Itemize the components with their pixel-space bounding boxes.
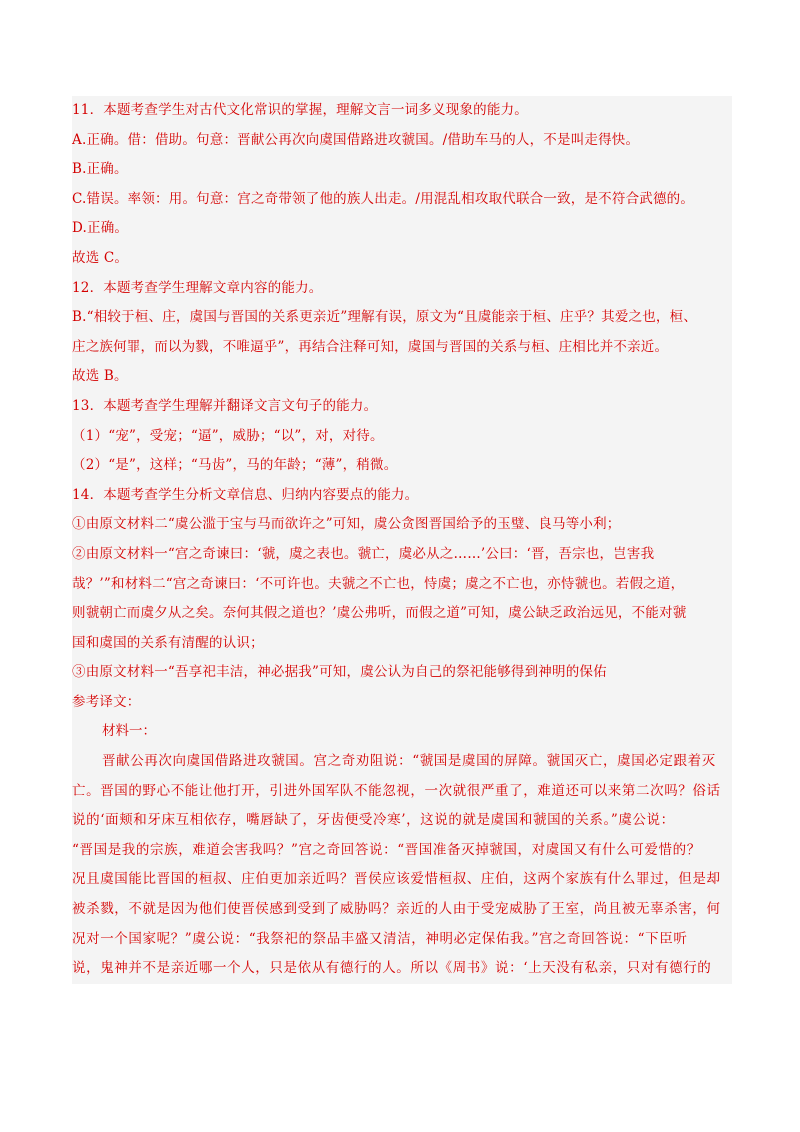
text-line: A.正确。借：借助。句意：晋献公再次向虞国借路进攻虢国。/借助车马的人，不是叫走得快。 (72, 131, 640, 148)
text-line: 13．本题考查学生理解并翻译文言文句子的能力。 (72, 397, 378, 414)
translation-line: 被杀戮，不就是因为他们使晋侯感到受到了威胁吗？亲近的人由于受宠威胁了王室，尚且被无辜杀害，何 (72, 901, 721, 918)
text-line: ①由原文材料二“虞公滥于宝与马而欲许之”可知，虞公贪图晋国给予的玉璧、良马等小利； (72, 516, 621, 533)
translation-line: 况且虞国能比晋国的桓叔、庄伯更加亲近吗？晋侯应该爱惜桓叔、庄伯，这两个家族有什么罪过，但是却 (72, 871, 721, 888)
text-line: D.正确。 (72, 220, 129, 237)
text-line: C.错误。率领：用。句意：宫之奇带领了他的族人出走。/用混乱相攻取代联合一致，是不符合武德的。 (72, 190, 695, 207)
text-line: （2）“是”，这样；“马齿”，马的年龄；“薄”，稍微。 (72, 457, 398, 474)
text-line: 庄之族何罪，而以为戮，不唯逼乎”，再结合注释可知，虞国与晋国的关系与桓、庄相比并不亲近。 (72, 338, 669, 355)
text-line: 故选 C。 (72, 249, 129, 266)
text-line: 参考译文： (72, 693, 141, 710)
text-line: 哉？’”和材料二“宫之奇谏曰：‘不可许也。夫虢之不亡也，恃虞；虞之不亡也，亦恃虢也。若假之道， (72, 575, 685, 592)
text-line: B.“相较于桓、庄，虞国与晋国的关系更亲近”理解有误，原文为“且虞能亲于桓、庄乎？其爱之也，桓、 (72, 309, 698, 326)
text-line: 故选 B。 (72, 368, 128, 385)
text-line: 则虢朝亡而虞夕从之矣。奈何其假之道也？’虞公弗听，而假之道”可知，虞公缺乏政治远见，不能对虢 (72, 605, 687, 622)
translation-line: 亡。晋国的野心不能让他打开，引进外国军队不能忽视，一次就很严重了，难道还可以来第二次吗？俗话 (72, 782, 721, 799)
text-line: B.正确。 (72, 161, 128, 178)
text-line: 14．本题考查学生分析文章信息、归纳内容要点的能力。 (72, 486, 419, 503)
answer-text-block (72, 96, 732, 984)
translation-line: 说，鬼神并不是亲近哪一个人，只是依从有德行的人。所以《周书》说：‘上天没有私亲，只对有德行的 (72, 960, 712, 977)
translation-line: 说的‘面颊和牙床互相依存，嘴唇缺了，牙齿便受冷寒’，这说的就是虞国和虢国的关系。”虞公说： (72, 812, 675, 829)
translation-line: 晋献公再次向虞国借路进攻虢国。宫之奇劝阻说：“虢国是虞国的屏障。虢国灭亡，虞国必定跟着灭 (102, 753, 716, 770)
text-line: 11．本题考查学生对古代文化常识的掌握，理解文言一词多义现象的能力。 (72, 102, 528, 118)
translation-line: “晋国是我的宗族，难道会害我吗？”宫之奇回答说：“晋国准备灭掉虢国，对虞国又有什么可爱惜的？ (72, 841, 701, 858)
section-heading: 材料一： (102, 723, 156, 740)
text-line: ②由原文材料一“宫之奇谏曰：‘虢，虞之表也。虢亡，虞必从之……’公曰：‘晋，吾宗也，岂害我 (72, 545, 655, 562)
text-line: ③由原文材料一“吾享祀丰洁，神必据我”可知，虞公认为自己的祭祀能够得到神明的保佑 (72, 664, 607, 681)
text-line: 12．本题考查学生理解文章内容的能力。 (72, 279, 323, 296)
text-line: （1）“宠”，受宠；“逼”，威胁；“以”，对，对待。 (72, 427, 384, 444)
text-line: 国和虞国的关系有清醒的认识； (72, 634, 264, 651)
translation-line: 况对一个国家呢？”虞公说：“我祭祀的祭品丰盛又清洁，神明必定保佑我。”宫之奇回答说：“下臣听 (72, 930, 688, 947)
